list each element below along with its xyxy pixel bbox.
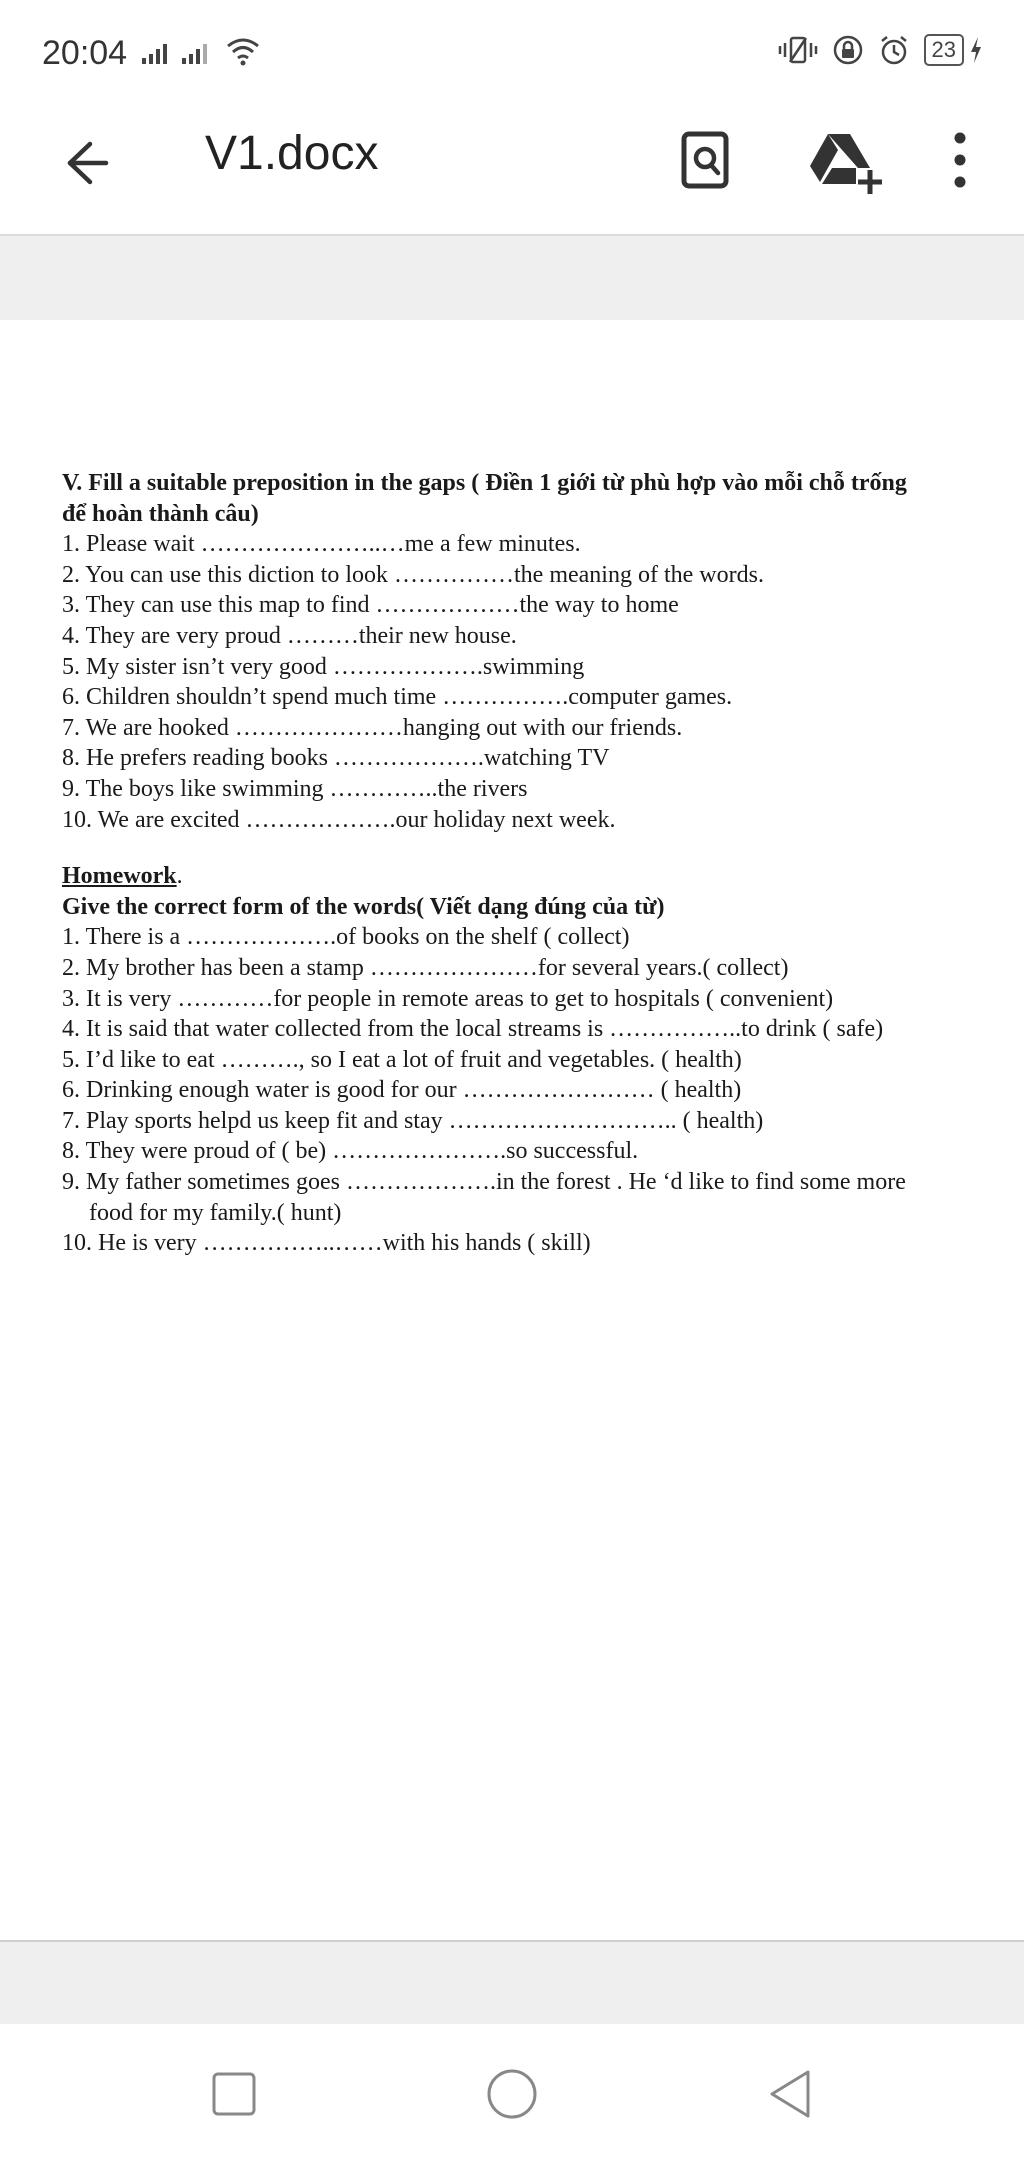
exercise2-item: 2. My brother has been a stamp …………………for several years.( collect)	[62, 954, 789, 981]
exercise2-item: 9. My father sometimes goes ……………….in the forest . He ‘d like to find some more	[62, 1169, 906, 1196]
exercise2-item-continuation: food for my family.( hunt)	[89, 1199, 342, 1226]
exercise2-item: 5. I’d like to eat ………., so I eat a lot of fruit and vegetables. ( health)	[62, 1046, 742, 1073]
exercise2-item: 10. He is very ……………..……with his hands ( skill)	[62, 1230, 591, 1257]
exercise1-item: 4. They are very proud ………their new house.	[62, 622, 517, 649]
exercise1-item: 5. My sister isn’t very good ……………….swimming	[62, 653, 585, 680]
home-circle-icon[interactable]	[482, 2064, 542, 2124]
section1-heading-line2: để hoàn thành câu)	[62, 500, 259, 527]
signal-icon-2	[182, 42, 207, 64]
status-time: 20:04	[42, 34, 128, 72]
app-bar	[0, 100, 1024, 236]
back-triangle-icon[interactable]	[760, 2064, 820, 2124]
exercise1-item: 7. We are hooked …………………hanging out with our friends.	[62, 714, 683, 741]
exercise1-item: 2. You can use this diction to look ……………the meaning of the words.	[62, 561, 764, 588]
exercise2-item: 3. It is very …………for people in remote areas to get to hospitals ( convenient)	[62, 985, 834, 1012]
exercise1-item: 8. He prefers reading books ……………….watching TV	[62, 745, 610, 772]
navigation-bar	[0, 2024, 1024, 2162]
battery-icon: 23	[924, 34, 964, 66]
exercise2-item: 6. Drinking enough water is good for our …………………… ( health)	[62, 1077, 742, 1104]
document-title: V1.docx	[205, 127, 379, 180]
alarm-icon	[878, 34, 910, 66]
search-document-icon[interactable]	[676, 124, 736, 196]
exercise2-item: 7. Play sports helpd us keep fit and stay ……………………….. ( health)	[62, 1107, 764, 1134]
charging-icon	[968, 35, 984, 65]
status-bar	[0, 0, 1024, 100]
homework-suffix: .	[176, 863, 183, 890]
exercise1-item: 9. The boys like swimming …………..the rivers	[62, 775, 528, 802]
exercise1-item: 6. Children shouldn’t spend much time …………….computer games.	[62, 684, 733, 711]
exercise2-item: 4. It is said that water collected from the local streams is ……………..to drink ( safe)	[62, 1016, 884, 1043]
homework-heading	[62, 861, 1012, 892]
document-content	[62, 468, 1012, 1259]
page-gap-bottom	[0, 1940, 1024, 2026]
homework-label: Homework	[62, 863, 177, 890]
status-icons	[778, 34, 984, 66]
exercise1-item: 1. Please wait …………………..…me a few minutes.	[62, 531, 581, 558]
document-page[interactable]	[0, 320, 1024, 1940]
recents-square-icon[interactable]	[204, 2064, 264, 2124]
section1-heading-line1: V. Fill a suitable preposition in the gaps ( Điền 1 giới từ phù hợp vào mỗi chỗ trống	[62, 470, 907, 496]
vibrate-icon	[778, 35, 818, 65]
exercise1-item: 10. We are excited ……………….our holiday next week.	[62, 806, 616, 833]
lock-rotation-icon	[832, 34, 864, 66]
exercise1-item: 3. They can use this map to find ………………the way to home	[62, 592, 679, 619]
more-vert-icon[interactable]	[940, 122, 980, 202]
signal-icon	[142, 42, 167, 64]
drive-add-icon[interactable]	[806, 124, 886, 196]
exercise2-item: 1. There is a ……………….of books on the shelf ( collect)	[62, 924, 630, 951]
wifi-icon	[226, 36, 260, 66]
back-arrow-icon[interactable]	[50, 128, 120, 198]
exercise2-item: 8. They were proud of ( be) ………………….so successful.	[62, 1138, 639, 1165]
page-gap-top	[0, 236, 1024, 320]
section2-heading: Give the correct form of the words( Viết dạng đúng của từ)	[62, 893, 665, 920]
